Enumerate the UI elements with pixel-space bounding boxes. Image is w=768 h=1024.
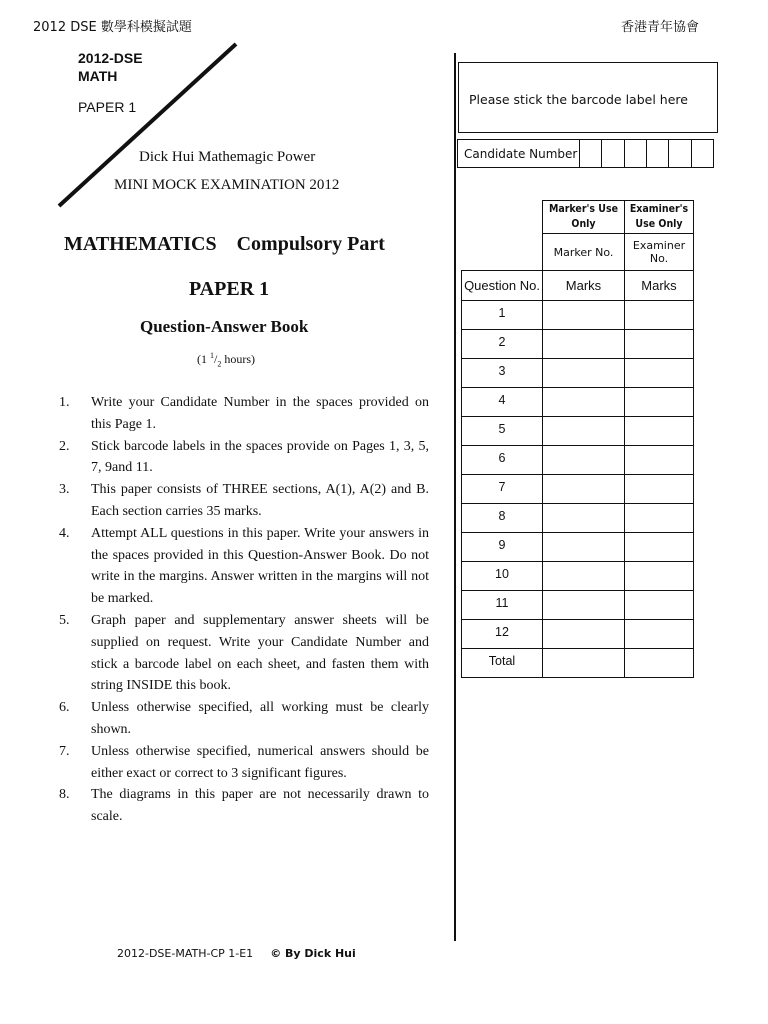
book-title: Question-Answer Book <box>140 317 309 336</box>
instruction-text: Unless otherwise specified, numerical answers should be either exact or correct to 3 significant figures. <box>91 743 429 781</box>
marker-marks-cell[interactable] <box>543 359 625 388</box>
barcode-box <box>458 62 718 133</box>
marker-marks-cell[interactable] <box>543 446 625 475</box>
examiner-marks-cell[interactable] <box>625 359 694 388</box>
footer-code: 2012-DSE-MATH-CP 1-E1 <box>117 947 254 960</box>
paper-title: PAPER 1 <box>189 278 270 300</box>
marker-marks-cell[interactable] <box>543 388 625 417</box>
barcode-label: Please stick the barcode label here <box>469 92 688 107</box>
marker-marks-cell[interactable] <box>543 504 625 533</box>
examiner-marks-cell[interactable] <box>625 591 694 620</box>
instruction-text: This paper consists of THREE sections, A(1), A(2) and B. Each section carries 35 marks. <box>91 482 429 519</box>
instruction-item <box>57 697 429 741</box>
examiner-marks-cell[interactable] <box>625 388 694 417</box>
marks-table <box>461 200 694 678</box>
main-title: MATHEMATICS Compulsory Part <box>64 233 385 255</box>
header-left: 2012 DSE 數學科模擬試題 <box>33 20 192 35</box>
marks-row <box>462 504 694 533</box>
examiner-marks-cell[interactable] <box>625 620 694 649</box>
examiner-marks-cell[interactable] <box>625 330 694 359</box>
instruction-item <box>57 523 429 610</box>
marker-marks-cell[interactable] <box>543 562 625 591</box>
examiner-marks-cell[interactable] <box>625 475 694 504</box>
corner-line-1: 2012-DSE <box>78 50 143 66</box>
question-number-cell: 6 <box>462 446 543 475</box>
candidate-digit-box[interactable] <box>602 140 624 167</box>
marks-row <box>462 417 694 446</box>
instruction-item <box>57 741 429 785</box>
corner-line-3: PAPER 1 <box>78 99 137 115</box>
duration <box>197 351 255 368</box>
organizer: Dick Hui Mathemagic Power <box>139 149 316 165</box>
instruction-text: Unless otherwise specified, all working must be clearly shown. <box>91 700 429 737</box>
instruction-text: The diagrams in this paper are not necessarily drawn to scale. <box>91 787 429 825</box>
instruction-item <box>57 610 429 697</box>
footer-copyright: © By Dick Hui <box>270 947 356 960</box>
examiner-marks-cell[interactable] <box>625 562 694 591</box>
candidate-number-label: Candidate Number <box>458 140 580 167</box>
marker-marks-cell[interactable] <box>543 649 625 678</box>
marks-row <box>462 301 694 330</box>
question-number-cell: 12 <box>462 620 543 649</box>
examiner-marks-cell[interactable] <box>625 649 694 678</box>
marks-row <box>462 649 694 678</box>
instruction-item <box>57 479 429 523</box>
instructions-list <box>57 392 429 828</box>
instruction-text: Stick barcode labels in the spaces provide on Pages 1, 3, 5, 7, 9and 11. <box>91 438 429 476</box>
marker-marks-cell[interactable] <box>543 533 625 562</box>
candidate-number-box <box>457 139 714 168</box>
marker-marks-cell[interactable] <box>543 301 625 330</box>
marker-no: Marker No. <box>543 234 625 271</box>
instruction-number: 4. <box>59 525 70 541</box>
candidate-digit-box[interactable] <box>647 140 669 167</box>
question-number-cell: 1 <box>462 301 543 330</box>
examiner-marks-cell[interactable] <box>625 504 694 533</box>
question-number-cell: 5 <box>462 417 543 446</box>
instruction-number: 6. <box>59 700 70 716</box>
instruction-item <box>57 392 429 436</box>
examiner-marks-cell[interactable] <box>625 533 694 562</box>
marks-header-examiner: Marks <box>625 271 694 301</box>
exam-name: MINI MOCK EXAMINATION 2012 <box>114 177 340 193</box>
marks-row <box>462 591 694 620</box>
examiner-marks-cell[interactable] <box>625 446 694 475</box>
marks-row <box>462 359 694 388</box>
marker-marks-cell[interactable] <box>543 591 625 620</box>
duration-display: (1 $^1/_2$ hours) <box>197 351 256 369</box>
marks-header-marker: Marks <box>543 271 625 301</box>
question-number-cell: 9 <box>462 533 543 562</box>
question-number-cell: 10 <box>462 562 543 591</box>
question-number-cell: 2 <box>462 330 543 359</box>
candidate-digit-box[interactable] <box>625 140 647 167</box>
instruction-item <box>57 784 429 828</box>
instruction-item <box>57 436 429 480</box>
divider-line <box>454 53 456 941</box>
empty-cell <box>462 201 543 234</box>
marker-marks-cell[interactable] <box>543 475 625 504</box>
candidate-digit-box[interactable] <box>669 140 691 167</box>
examiner-use-head: Examiner's Use Only <box>625 201 694 234</box>
instruction-number: 5. <box>59 612 70 628</box>
question-number-cell: 4 <box>462 388 543 417</box>
candidate-digit-box[interactable] <box>580 140 602 167</box>
instruction-text: Attempt ALL questions in this paper. Write your answers in the spaces provided in this Question-Answer Book. Do not write in the margins. Answer written in the margins will not be marked. <box>91 525 429 607</box>
marks-row <box>462 475 694 504</box>
marker-marks-cell[interactable] <box>543 330 625 359</box>
marks-row <box>462 533 694 562</box>
question-number-cell: 7 <box>462 475 543 504</box>
corner-line-2: MATH <box>78 68 118 84</box>
instruction-text: Write your Candidate Number in the spaces provided on this Page 1. <box>91 395 429 432</box>
marker-marks-cell[interactable] <box>543 620 625 649</box>
examiner-marks-cell[interactable] <box>625 417 694 446</box>
footer <box>117 947 356 960</box>
question-number-cell: 11 <box>462 591 543 620</box>
marks-row <box>462 620 694 649</box>
empty-cell <box>462 234 543 271</box>
question-no-header: Question No. <box>462 271 543 301</box>
instruction-number: 2. <box>59 438 70 454</box>
header-right: 香港青年協會 <box>621 20 700 35</box>
instruction-number: 7. <box>59 743 70 759</box>
instruction-number: 1. <box>59 395 70 410</box>
examiner-marks-cell[interactable] <box>625 301 694 330</box>
question-number-cell: Total <box>462 649 543 678</box>
marks-row <box>462 388 694 417</box>
examiner-no: Examiner No. <box>625 234 694 271</box>
instruction-number: 8. <box>59 787 70 803</box>
instruction-number: 3. <box>59 482 70 498</box>
instruction-text: Graph paper and supplementary answer sheets will be supplied on request. Write your Candidate Number and stick a barcode label on each sheet, and fasten them with string INSIDE this book. <box>91 612 429 694</box>
candidate-digit-box[interactable] <box>692 140 713 167</box>
question-number-cell: 8 <box>462 504 543 533</box>
marks-row <box>462 446 694 475</box>
marks-row <box>462 330 694 359</box>
question-number-cell: 3 <box>462 359 543 388</box>
marks-row <box>462 562 694 591</box>
marker-marks-cell[interactable] <box>543 417 625 446</box>
marker-use-head: Marker's Use Only <box>543 201 625 234</box>
